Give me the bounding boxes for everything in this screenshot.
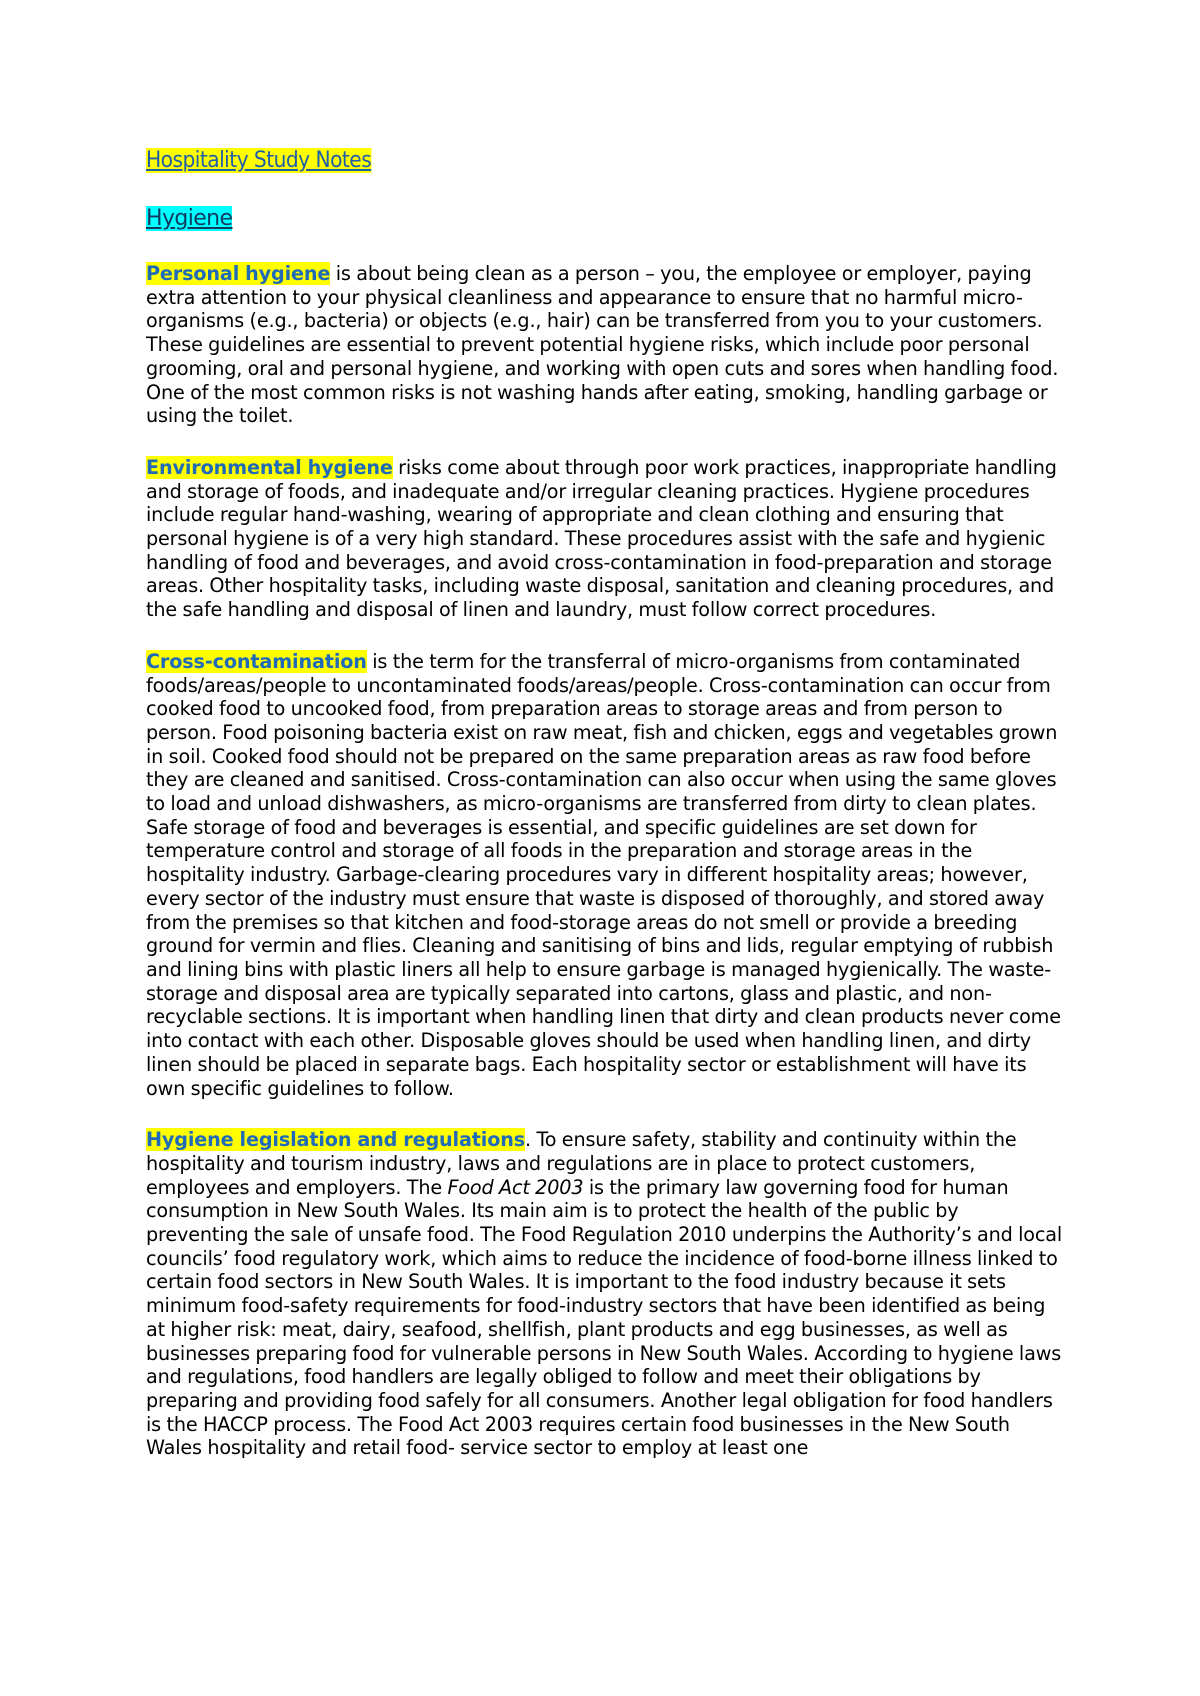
document-title-text: Hospitality Study Notes	[146, 148, 372, 173]
term-personal-hygiene: Personal hygiene	[146, 262, 331, 285]
paragraph-personal-hygiene	[146, 262, 1066, 428]
paragraph-text: is the term for the transferral of micro-organisms from contaminated foods/areas/people to uncontaminated foods/areas/people. Cross-contamination can occur from cooked food to uncooked food, from preparation areas to storage areas and from person to person. Food poisoning bacteria exist on raw meat, fish and chicken, eggs and vegetables grown in soil. Cooked food should not be prepared on the same preparation areas as raw food before they are cleaned and sanitised. Cross-contamination can also occur when using the same gloves to load and unload dishwashers, as micro-organisms are transferred from dirty to clean plates. Safe storage of food and beverages is essential, and specific guidelines are set down for temperature control and storage of all foods in the preparation and storage areas in the hospitality industry. Garbage-clearing procedures vary in different hospitality areas; however, every sector of the industry must ensure that waste is disposed of thoroughly, and stored away from the premises so that kitchen and food-storage areas do not smell or provide a breeding ground for vermin and flies. Cleaning and sanitising of bins and lids, regular emptying of rubbish and lining bins with plastic liners all help to ensure garbage is managed hygienically. The waste-storage and disposal area are typically separated into cartons, glass and plastic, and non- recyclable sections. It is important when handling linen that dirty and clean products never come into contact with each other. Disposable gloves should be used when handling linen, and dirty linen should be placed in separate bags. Each hospitality sector or establishment will have its own specific guidelines to follow.	[146, 649, 1061, 1100]
term-cross-contamination: Cross-contamination	[146, 649, 367, 673]
document-body	[146, 146, 1066, 1460]
food-act-citation: Food Act 2003	[447, 1175, 584, 1199]
paragraph-hygiene-legislation	[146, 1128, 1066, 1460]
paragraph-environmental-hygiene	[146, 456, 1066, 622]
paragraph-text: risks come about through poor work practices, inappropriate handling and storage of foods, and inadequate and/or irregular cleaning practices. Hygiene procedures include regular hand-washing, wearing of appropriate and clean clothing and ensuring that personal hygiene is of a very high standard. These procedures assist with the safe and hygienic handling of food and beverages, and avoid cross-contamination in food-preparation and storage areas. Other hospitality tasks, including waste disposal, sanitation and cleaning procedures, and the safe handling and disposal of linen and laundry, must follow correct procedures.	[146, 455, 1057, 622]
paragraph-text: is about being clean as a person – you, the employee or employer, paying extra attention to your physical cleanliness and appearance to ensure that no harmful micro-organisms (e.g., bacteria) or objects (e.g., hair) can be transferred from you to your customers. These guidelines are essential to prevent potential hygiene risks, which include poor personal grooming, oral and personal hygiene, and working with open cuts and sores when handling food. One of the most common risks is not washing hands after eating, smoking, handling garbage or using the toilet.	[146, 262, 1059, 428]
paragraph-cross-contamination	[146, 650, 1066, 1100]
document-title	[146, 146, 992, 176]
term-environmental-hygiene: Environmental hygiene	[146, 455, 393, 479]
section-heading-text: Hygiene	[146, 206, 233, 231]
paragraph-text: . To ensure safety, stability and continuity within the hospitality and tourism industry, laws and regulations are in place to protect customers, employees and employers. The	[146, 1128, 1017, 1199]
term-hygiene-legislation: Hygiene legislation and regulations	[146, 1128, 526, 1152]
paragraph-text: is the primary law governing food for human consumption in New South Wales. Its main aim is to protect the health of the public by preventing the sale of unsafe food. The Food Regulation 2010 underpins the Authority’s and local councils’ food regulatory work, which aims to reduce the incidence of food-borne illness linked to certain food sectors in New South Wales. It is important to the food industry because it sets minimum food-safety requirements for food-industry sectors that have been identified as being at higher risk: meat, dairy, seafood, shellfish, plant products and egg businesses, as well as businesses preparing food for vulnerable persons in New South Wales. According to hygiene laws and regulations, food handlers are legally obliged to follow and meet their obligations by preparing and providing food safely for all consumers. Another legal obligation for food handlers is the HACCP process. The Food Act 2003 requires certain food businesses in the New South Wales hospitality and retail food- service sector to employ at least one	[146, 1175, 1063, 1460]
section-heading-hygiene	[146, 204, 1066, 234]
